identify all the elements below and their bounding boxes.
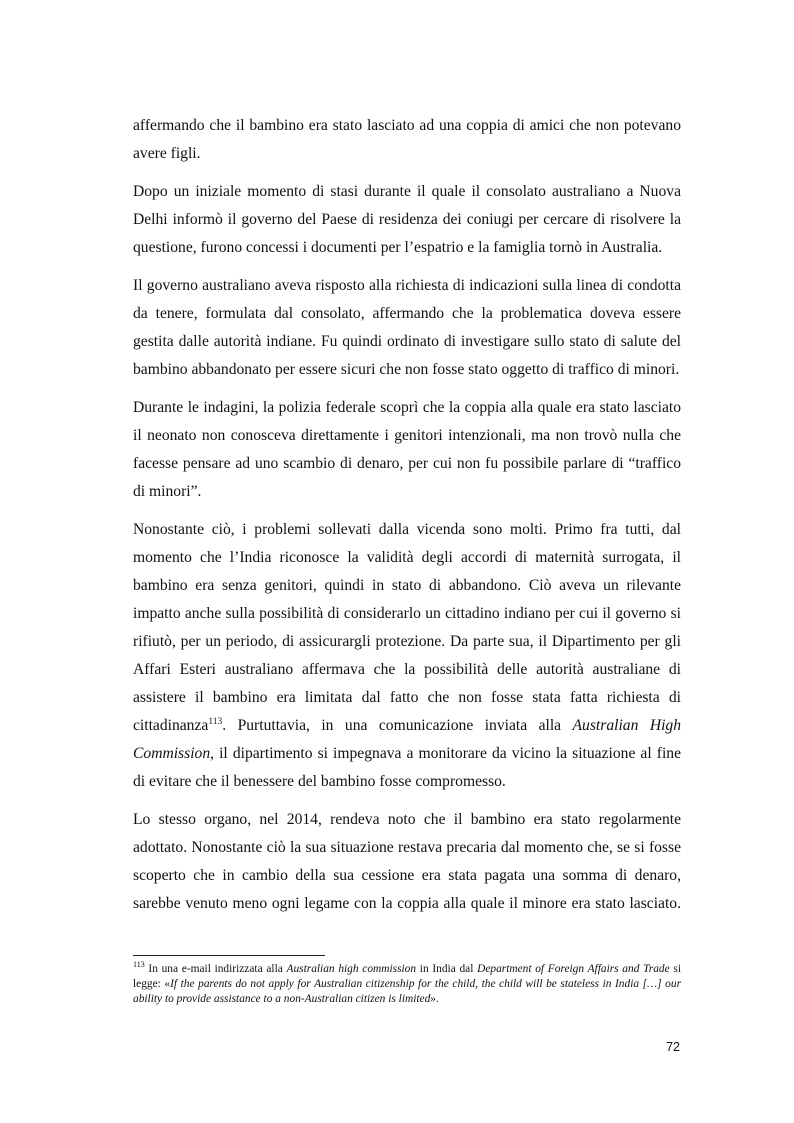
footnote-separator	[133, 955, 325, 956]
footnote-text-3: si legge: «	[133, 963, 681, 990]
footnote-italic-1: Australian high commission	[286, 963, 417, 975]
footnote-113	[133, 962, 681, 1007]
footnote-number: 113	[133, 960, 145, 970]
paragraph-5-text-b: . Purtuttavia, in una comunicazione inviata alla	[222, 717, 573, 734]
paragraph-3: Il governo australiano aveva risposto alla richiesta di indicazioni sulla linea di condotta da tenere, formulata dal consolato, affermando che la problematica doveva essere gestita dalle autorità indiane. Fu quindi ordinato di investigare sullo stato di salute del bambino abbandonato per essere sicuri che non fosse stato oggetto di traffico di minori.	[133, 277, 681, 378]
paragraph-2: Dopo un iniziale momento di stasi durante il quale il consolato australiano a Nuova Delhi informò il governo del Paese di residenza dei coniugi per cercare di risolvere la questione, furono concessi i documenti per l’espatrio e la famiglia tornò in Australia.	[133, 183, 681, 256]
footnote-text-2: in India dal	[416, 963, 478, 975]
footnote-text-4: ».	[430, 993, 439, 1005]
paragraph-5-italic: Australian High Commission	[133, 717, 682, 762]
body-text	[133, 112, 681, 928]
footnote-italic-3: If the parents do not apply for Australian citizenship for the child, the child will be stateless in India […] our ability to provide assistance to a non-Australian citizen is limited	[133, 978, 682, 1005]
paragraph-4: Durante le indagini, la polizia federale scoprì che la coppia alla quale era stato lasciato il neonato non conosceva direttamente i genitori intenzionali, ma non trovò nulla che facesse pensare ad uno scambio di denaro, per cui non fu possibile parlare di “traffico di minori”.	[133, 399, 681, 500]
footnote-reference-113[interactable]: 113	[208, 716, 223, 727]
footnote-italic-2: Department of Foreign Affairs and Trade	[477, 963, 670, 975]
paragraph-5-text-c: , il dipartimento si impegnava a monitorare da vicino la situazione al fine di evitare che il benessere del bambino fosse compromesso.	[133, 745, 681, 790]
paragraph-5-text-a: Nonostante ciò, i problemi sollevati dalla vicenda sono molti. Primo fra tutti, dal momento che l’India riconosce la validità degli accordi di maternità surrogata, il bambino era senza genitori, quindi in stato di abbandono. Ciò aveva un rilevante impatto anche sulla possibilità di considerarlo un cittadino indiano per cui il governo si rifiutò, per un periodo, di assicurargli protezione. Da parte sua, il Dipartimento per gli Affari Esteri australiano affermava che la possibilità delle autorità australiane di assistere il bambino era limitata dal fatto che non fosse stata fatta richiesta di cittadinanza	[133, 521, 681, 734]
footnote-text-1: In una e-mail indirizzata alla	[144, 963, 287, 975]
paragraph-1: affermando che il bambino era stato lasciato ad una coppia di amici che non potevano avere figli.	[133, 117, 681, 162]
paragraph-6: Lo stesso organo, nel 2014, rendeva noto che il bambino era stato regolarmente adottato. Nonostante ciò la sua situazione restava precaria dal momento che, se si fosse scoperto che in cambio della sua cessione era stata pagata una somma di denaro, sarebbe venuto meno ogni legame con la coppia alla quale il minore era stato lasciato.	[133, 811, 681, 912]
paragraph-5	[133, 516, 681, 796]
page-number: 72	[666, 1040, 680, 1054]
